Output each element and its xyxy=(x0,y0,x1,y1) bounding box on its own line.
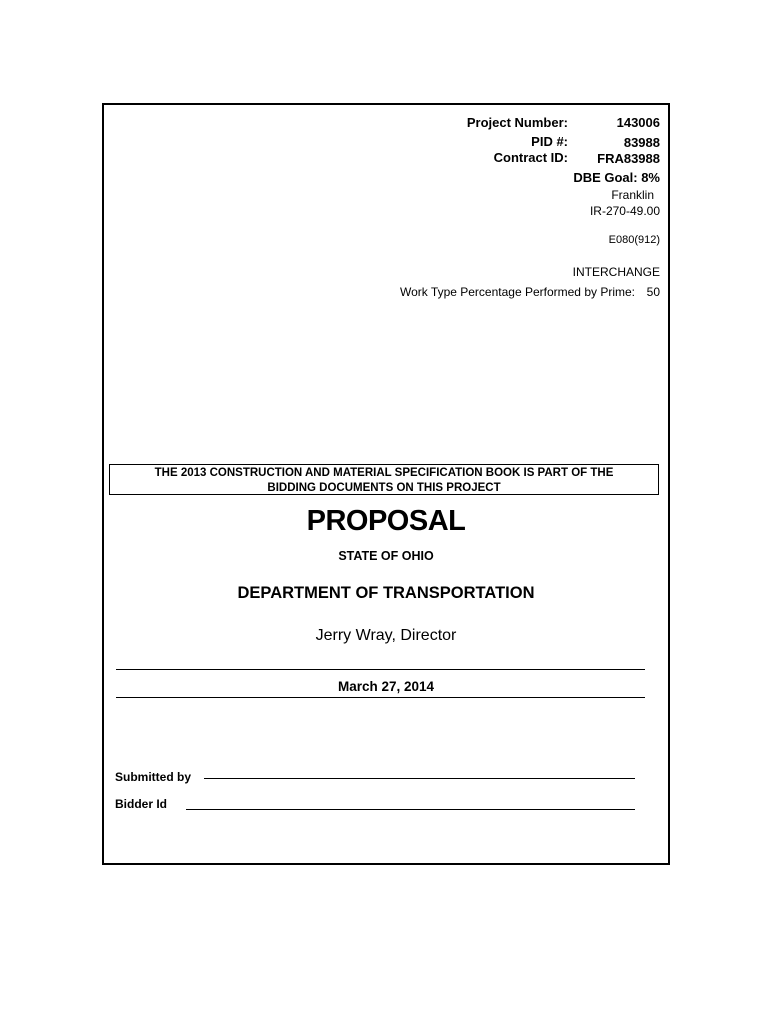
county: Franklin xyxy=(611,188,654,202)
state-name: STATE OF OHIO xyxy=(338,549,434,563)
submitted-by-label: Submitted by xyxy=(115,770,192,784)
proposal-title: PROPOSAL xyxy=(306,505,466,537)
work-type-value: 50 xyxy=(646,285,660,299)
divider-top xyxy=(116,669,645,670)
divider-bottom xyxy=(116,697,645,698)
pid-label: PID #: xyxy=(531,134,568,149)
contract-id-value: FRA83988 xyxy=(597,151,660,166)
project-type: INTERCHANGE xyxy=(572,265,660,279)
notice-line-2: BIDDING DOCUMENTS ON THIS PROJECT xyxy=(267,482,501,494)
pid-value: 83988 xyxy=(623,135,660,150)
contract-id-label: Contract ID: xyxy=(493,150,568,165)
work-type-label: Work Type Percentage Performed by Prime: xyxy=(400,285,635,299)
bidder-id-line[interactable] xyxy=(186,809,635,810)
project-code: E080(912) xyxy=(608,234,660,246)
notice-line-1: THE 2013 CONSTRUCTION AND MATERIAL SPECIFICATION BOOK IS PART OF THE xyxy=(154,467,614,479)
spec-book-notice xyxy=(109,464,659,495)
proposal-date: March 27, 2014 xyxy=(337,679,435,694)
submitted-by-line[interactable] xyxy=(204,778,635,779)
director-name: Jerry Wray, Director xyxy=(315,627,457,644)
project-number-label: Project Number: xyxy=(466,115,568,130)
bidder-id-label: Bidder Id xyxy=(115,797,168,811)
department-name: DEPARTMENT OF TRANSPORTATION xyxy=(237,584,535,602)
route: IR-270-49.00 xyxy=(589,204,660,218)
dbe-goal: DBE Goal: 8% xyxy=(573,170,660,185)
project-number-value: 143006 xyxy=(616,115,660,130)
